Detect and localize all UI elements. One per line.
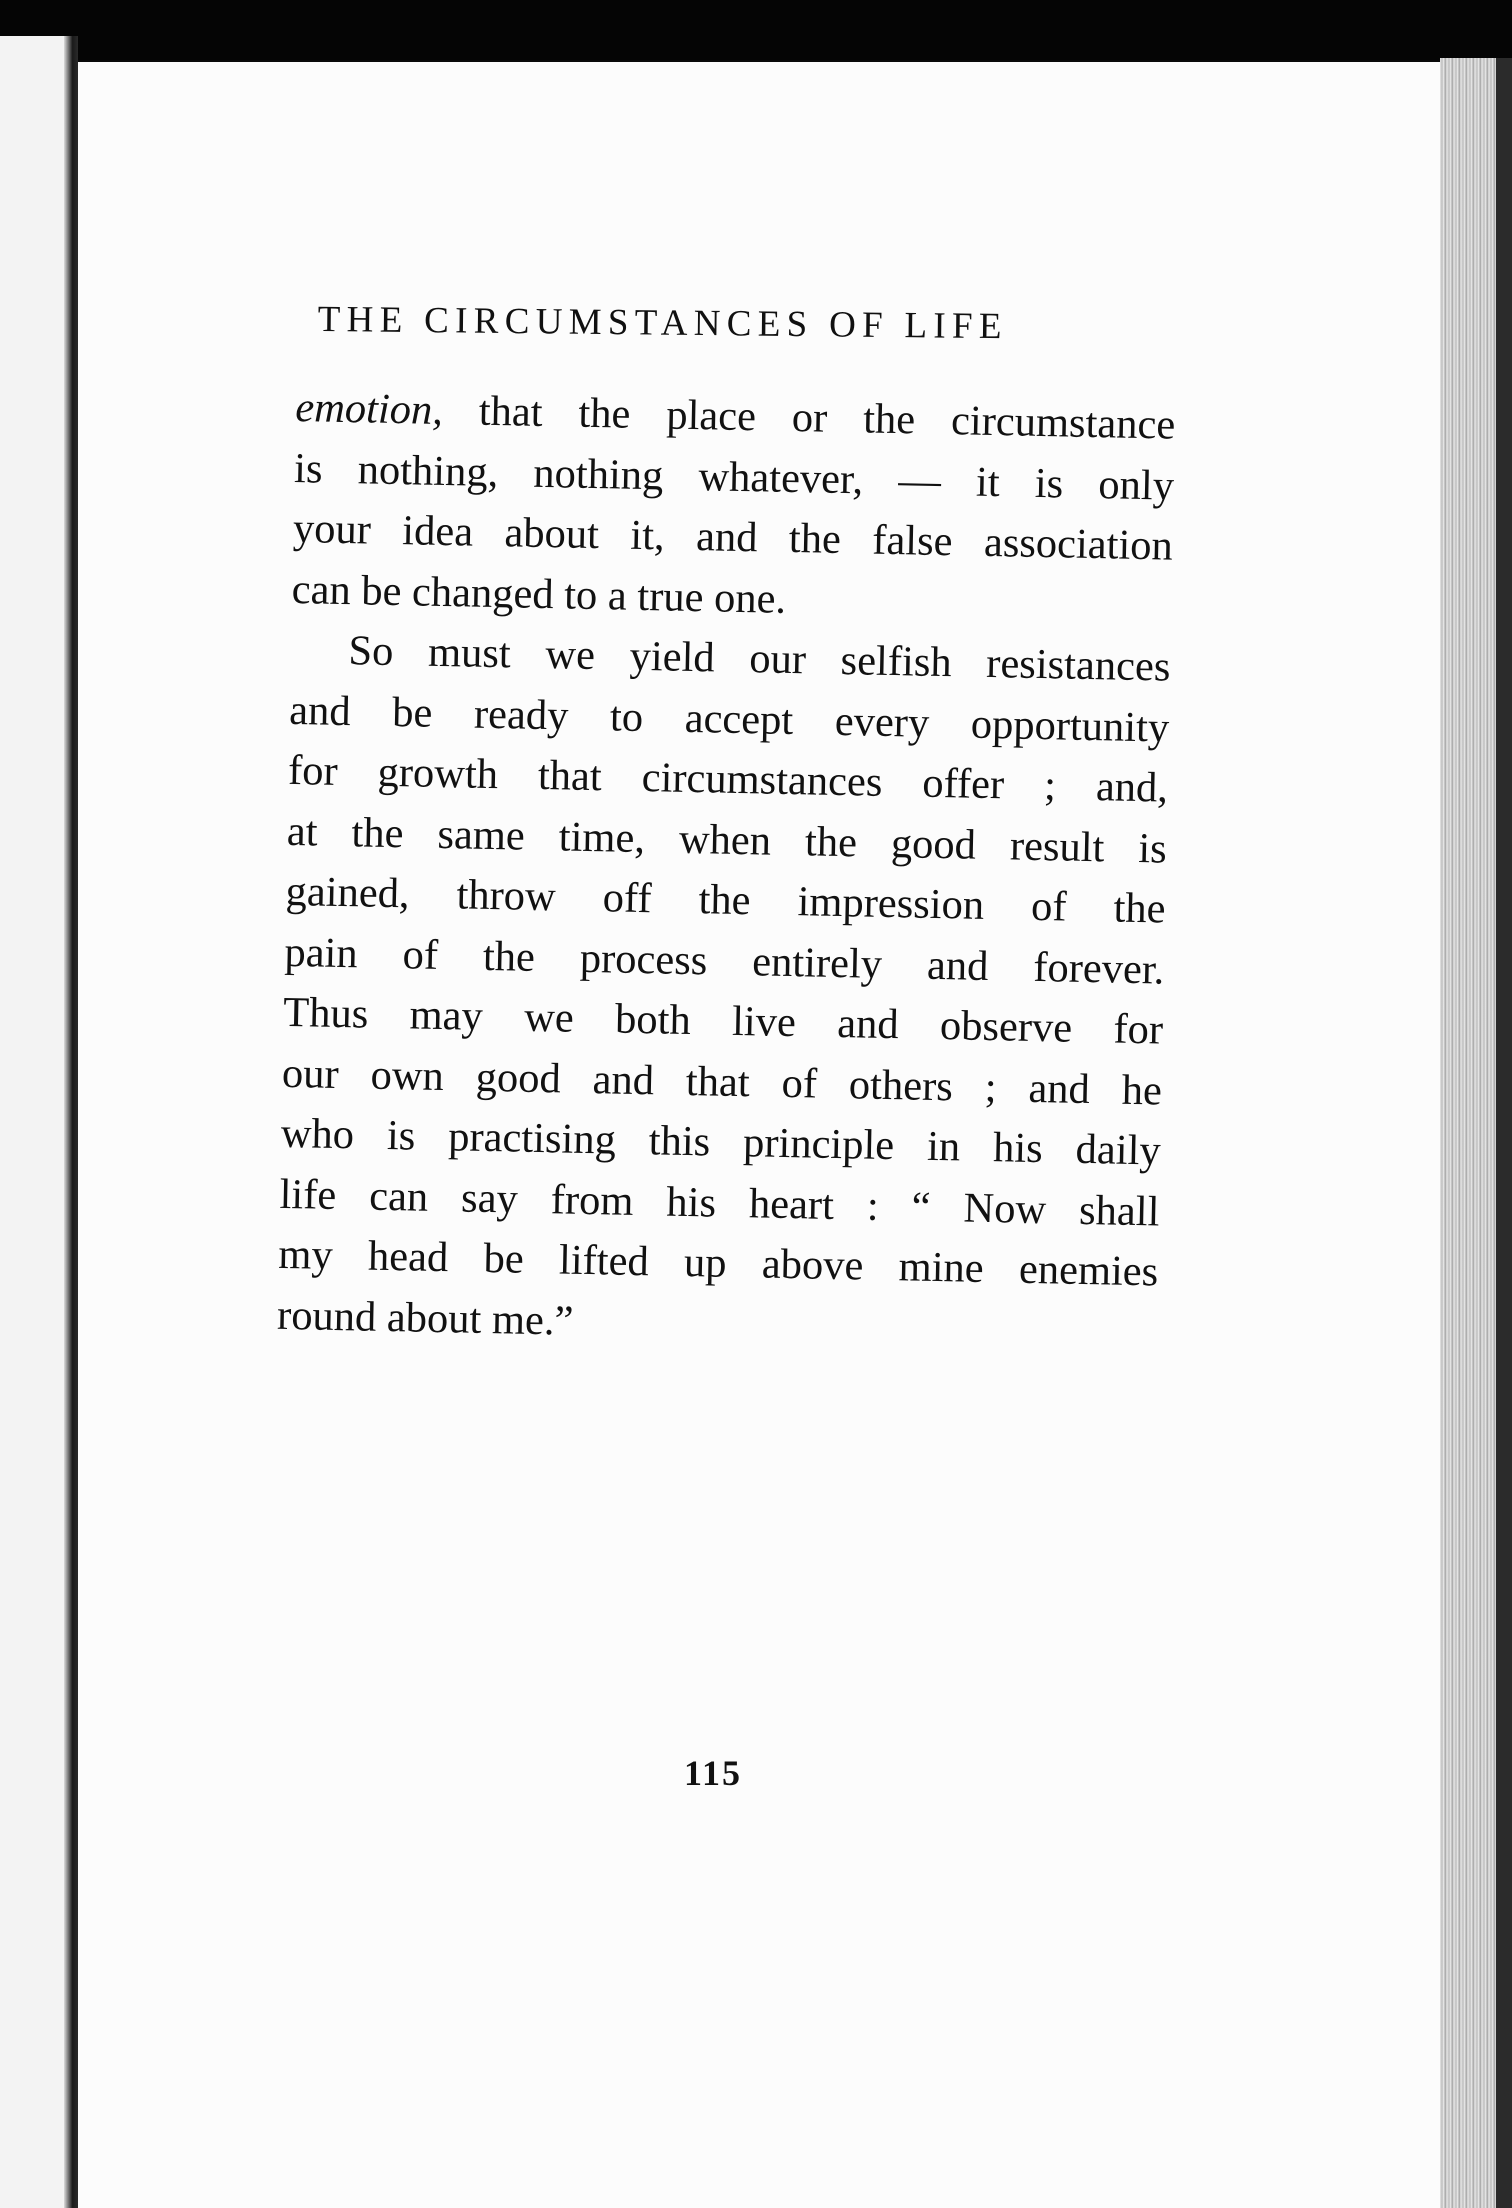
text-line: So must we yield our selfish resistances: [348, 627, 1171, 691]
text-line: my head be lifted up above mine enemies: [277, 1230, 1159, 1296]
body-text: [277, 378, 1176, 1363]
text-line: at the same time, when the good result is: [286, 807, 1168, 873]
text-line: your idea about it, and the false association: [292, 504, 1174, 570]
text-line: life can say from his heart : “ Now shall: [279, 1170, 1160, 1235]
text-line: pain of the process entirely and forever.: [284, 928, 1165, 994]
text-line: gained, throw off the impression of the: [285, 867, 1166, 933]
line-text: that the place or the circumstance: [442, 386, 1176, 449]
text-line: our own good and that of others ; and he: [281, 1049, 1163, 1115]
page-number: 115: [684, 1753, 743, 1793]
book-gutter: [64, 36, 78, 2208]
italic-word: emotion,: [294, 383, 444, 434]
text-line: who is practising this principle in his daily: [280, 1109, 1162, 1175]
text-line: Thus may we both live and observe for: [282, 988, 1164, 1054]
text-line: round about me.”: [276, 1291, 574, 1345]
text-line: for growth that circumstances offer ; and,: [287, 746, 1169, 812]
running-head: THE CIRCUMSTANCES OF LIFE: [317, 298, 1009, 348]
fore-edge-shadow: [1496, 58, 1512, 2208]
scan-top-border: [0, 0, 1512, 60]
text-line: and be ready to accept every opportunity: [288, 686, 1170, 752]
text-line: is nothing, nothing whatever, — it is only: [293, 444, 1175, 510]
text-line: can be changed to a true one.: [291, 565, 787, 623]
